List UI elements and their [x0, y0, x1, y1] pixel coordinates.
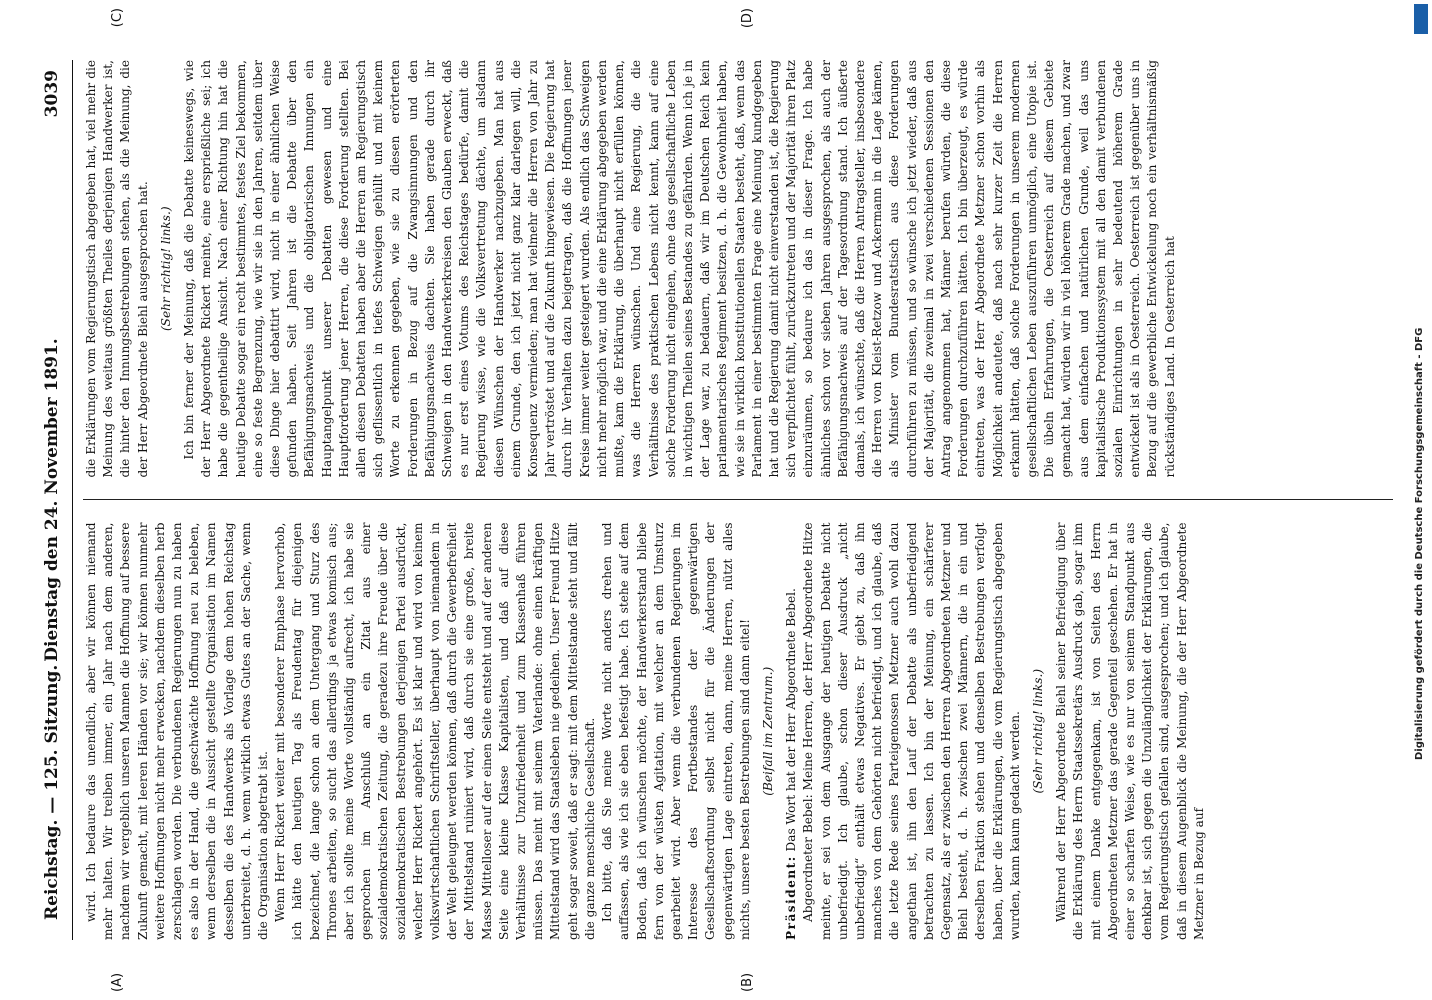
applause-note-1: (Beifall im Zentrum.)	[760, 666, 775, 796]
margin-marker-b: (B)	[740, 972, 755, 992]
text-columns	[83, 60, 1393, 940]
left-paragraph-4: Abgeordneter Bebel: Meine Herren, der Herr Abgeordnete Hitze meinte, er sei von dem Ausgange der heutigen Debatte nicht unbefriedigt. Ich glaube, schon dieser Ausdruck „nicht unbefriedigt“ enthält etwas Negatives. Er giebt zu, daß ihn manches von dem Gehörten nicht befriedigt, und ich glaube, daß die letzte Rede seines Parteigenossen Metzner auch wohl dazu angethan ist, ihn den Lauf der Debatte als unbefriedigend betrachten zu lassen. Ich bin der Meinung, ein schärferer Gegensatz, als er zwischen den Herren Abgeordneten Metzner und Biehl besteht, d. h. zwischen zwei Männern, die in ein und derselben Fraktion stehen und denselben Bestrebungen verfolgt haben, über die Erklärungen, die vom Regierungstisch abgegeben wurden, kann kaum gedacht werden.	[801, 522, 1022, 940]
applause-note-2: (Sehr richtig! links.)	[1030, 668, 1045, 794]
left-paragraph-2: Wenn Herr Rickert weiter mit besonderer Emphase hervorhob, ich hätte den heutigen Tag als Freudentag für diejenigen bezeichnet, die lange schon an dem Untergang und Sturz des Thrones arbeiten, so sucht das allerdings ja etwas komisch aus; aber ich sollte meine Worte vollständig aufrecht, ich habe sie gesprochen im Anschluß an ein Zitat aus einer sozialdemokratischen Zeitung, die geradezu ihre Freude über die sozialdemokratischen Bestrebungen derjenigen Partei ausdrückt, welcher Herr Rickert angehört. Es ist klar und wird von keinem volkswirtschaftlichen Schriftsteller, überhaupt von niemandem in der Welt geleugnet werden können, daß durch die Gewerbefreiheit der Mittelstand ruiniert wird, daß durch sie eine große, breite Masse Mittelloser auf der einen Seite entsteht und auf der anderen Seite eine kleine Klasse Kapitalisten, und daß auf diese Verhältnisse zur Unzufriedenheit und zum Klassenhaß führen müssen. Das meint mit seinem Vaterlande: ohne einen kräftigen Mittelstand wird das Staatsleben nie gedeihen. Unser Freund Hitze geht sogar soweit, daß er sagt: mit dem Mittelstande steht und fällt die ganze menschliche Gesellschaft.	[273, 522, 597, 940]
dfg-footer-note: Digitalisierung gefördert durch die Deutsche Forschungsgemeinschaft - DFG	[1414, 327, 1425, 760]
president-line	[783, 523, 800, 941]
president-label: Präsident:	[784, 855, 799, 940]
right-column	[83, 60, 1393, 478]
left-column	[83, 523, 1393, 941]
left-paragraph-5: Während der Herr Abgeordnete Biehl seiner Befriedigung über die Erklärung des Herrn Staatssekretärs Ausdruck gab, sogar ihm mit einem Danke entgegenkam, ist von Seiten des Herrn Abgeordneten Metzner das gerade Gegenteil geschehen. Er hat in einer so scharfen Weise, wie es nur von seinem Standpunkt aus denkbar ist, sich gegen die Unzulänglichkeit der Erklärungen, die vom Regierungstisch gefallen sind, ausgesprochen; und ich glaube, daß in diesem Augenblick die Meinung, die der Herr Abgeordnete Metzner in Bezug auf	[1054, 522, 1206, 940]
margin-marker-d: (D)	[740, 8, 755, 29]
page-header	[34, 60, 73, 940]
right-paragraph-2: Ich bin ferner der Meinung, daß die Debatte keineswegs, wie der Herr Abgeordnete Rickert meinte, eine ersprießliche sei; ich habe die gegentheilige Ansicht. Nach einer Richtung hin hat die heutige Debatte sogar ein recht bestimmtes, festes Ziel bekommen, eine so feste Begrenzung, wie wir sie in den Jahren, seitdem über diese Dinge hier debattirt wird, nicht in einer ähnlichen Weise gefunden haben. Seit Jahren ist die Debatte über den Befähigungsnachweis und die obligatorischen Innungen ein Hauptangelpunkt unserer Debatten gewesen und eine Hauptforderung jener Herren, die diese Forderung stellten. Bei allen diesen Debatten haben aber die Herren am Regierungstisch sich geflissentlich in tiefes Schweigen gehüllt und mit keinem Worte zu erkennen gegeben, wie sie zu diesen erörterten Forderungen in Bezug auf die Zwangsinnungen und den Befähigungsnachweis dachten. Sie haben gerade durch ihr Schweigen in den Handwerkerkreisen den Glauben erweckt, daß es nur erst eines Votums des Reichstages bedürfe, damit die Regierung wisse, wie die Volksvertretung dächte, um alsdann diesen Wünschen der Handwerker nachzugeben. Man hat aus einem Grunde, den ich jetzt nicht ganz klar darlegen will, die Konsequenz vermieden; man hat vielmehr die Herren von Jahr zu Jahr vertröstet und auf die Zukunft hingewiesen. Die Regierung hat durch ihr Verhalten dazu beigetragen, daß die Hoffnungen jener Kreise immer weiter gesteigert wurden. Als endlich das Schweigen nicht mehr möglich war, und die eine Erklärung abgegeben werden mußte, kam die Erklärung, die überhaupt nicht erfüllen können, was die Herren wünschen. Und eine Regierung, die die Verhältnisse des praktischen Lebens nicht kennt, kann auf eine solche Forderung nicht eingehen, ohne das gesellschaftliche Leben in wichtigen Theilen seines Bestandes zu gefährden. Wenn ich je in der Lage war, zu bedauern, daß wir im Deutschen Reich kein parlamentarisches Regiment besitzen, d. h. die Gewohnheit haben, wie sie in wirklich konstitutionellen Staaten besteht, daß, wenn das Parlament in einer bestimmten Frage eine Meinung kundgegeben hat und die Regierung damit nicht einverstanden ist, die Regierung sich verpflichtet fühlt, zurückzutreten und der Majorität ihren Platz einzuräumen, so bedaure ich das in dieser Frage. Ich habe ähnliches schon vor sieben Jahren ausgesprochen, als auch der Befähigungsnachweis auf der Tagesordnung stand. Ich äußerte damals, ich wünschte, daß die Herren Antragsteller, insbesondere die Herren von Kleist-Retzow und Ackermann in die Lage kämen, als Minister vom Bundesratstisch aus diese Forderungen durchführen zu müssen, und so wünsche ich jetzt wieder, daß aus der Majorität, die zweimal in zwei verschiedenen Sessionen den Antrag angenommen hat, Männer berufen würden, die diese Forderungen durchzuführen hätten. Ich bin überzeugt, es würde eintreten, was der Herr Abgeordnete Metzner schon vorhin als Möglichkeit andeutete, daß nach sehr kurzer Zeit die Herren erkannt hätten, daß solche Forderungen in unserem modernen gesellschaftlichen Leben auszuführen unmöglich, eine Utopie ist. Die übeln Erfahrungen, die Oesterreich auf diesem Gebiete gemacht hat, würden wir in viel höherem Grade machen, und zwar aus dem einfachen und natürlichen Grunde, weil das uns kapitalistische Produktionssystem mit all den damit verbundenen sozialen Einrichtungen in sehr bedeutend höherem Grade entwickelt ist als in Oesterreich. Oesterreich ist gegenüber uns in Bezug auf die gewerbliche Entwickelung noch ein verhältnismäßig rückständiges Land. In Oesterreich hat	[182, 60, 1177, 478]
applause-note-3: (Sehr richtig! links.)	[158, 206, 173, 332]
header-date: Dienstag den 24. November 1891.	[42, 338, 62, 662]
left-paragraph-1: wird. Ich bedaure das unendlich, aber wir können niemand mehr halten. Wir treiben immer, ein Jahr nach dem anderen, nachdem wir vergeblich unseren Mannen die Hoffnung auf bessere Zukunft gemacht, mit leeren Händen vor sie; wir können nunmehr weitere Hoffnungen nicht mehr erwecken, nachdem dieselben herb zerschlagen worden. Die verbundenen Regierungen nun zu haben es also in der Hand, die geschwächte Hoffnung neu zu beleben, wenn derselben die in Aussicht gestellte Organisation im Namen desselben die des Handwerks als Vorlage dem hohen Reichstag unterbreitet, d. h. wenn wirklich etwas Gutes an der Sache, wenn die Organisation abgetrabt ist.	[84, 522, 271, 940]
margin-marker-c: (C)	[110, 8, 125, 28]
header-left: Reichstag. — 125. Sitzung.	[42, 664, 62, 920]
page-number: 3039	[42, 70, 62, 118]
margin-marker-a: (A)	[110, 972, 125, 992]
dfg-logo-icon	[1414, 4, 1428, 34]
president-text: Das Wort hat der Herr Abgeordnete Bebel.	[784, 588, 799, 852]
right-paragraph-1: die Erklärungen vom Regierungstisch abgegeben hat, viel mehr die Meinung des weitaus größten Theiles derjenigen Handwerker ist, die hinter den Innungsbestrebungen stehen, als die Meinung, die der Herr Abgeordnete Biehl ausgesprochen hat.	[84, 60, 150, 478]
column-divider	[83, 500, 1393, 501]
left-paragraph-3: Ich bitte, daß Sie meine Worte nicht anders drehen und auffassen, als wie ich sie eben befestigt habe. Ich stehe auf dem Boden, daß ich wünschen möchte, der Handwerkerstand bliebe fern von der wüsten Agitation, mit welcher an dem Umsturz gearbeitet wird. Aber wenn die verbundenen Regierungen im Interesse des Fortbestandes der gegenwärtigen Gesellschaftsordnung selbst nicht für die Änderungen der gegenwärtigen Lage eintreten, dann, meine Herren, nützt alles nichts, unsere besten Bestrebungen sind dann eitel!	[600, 522, 752, 940]
